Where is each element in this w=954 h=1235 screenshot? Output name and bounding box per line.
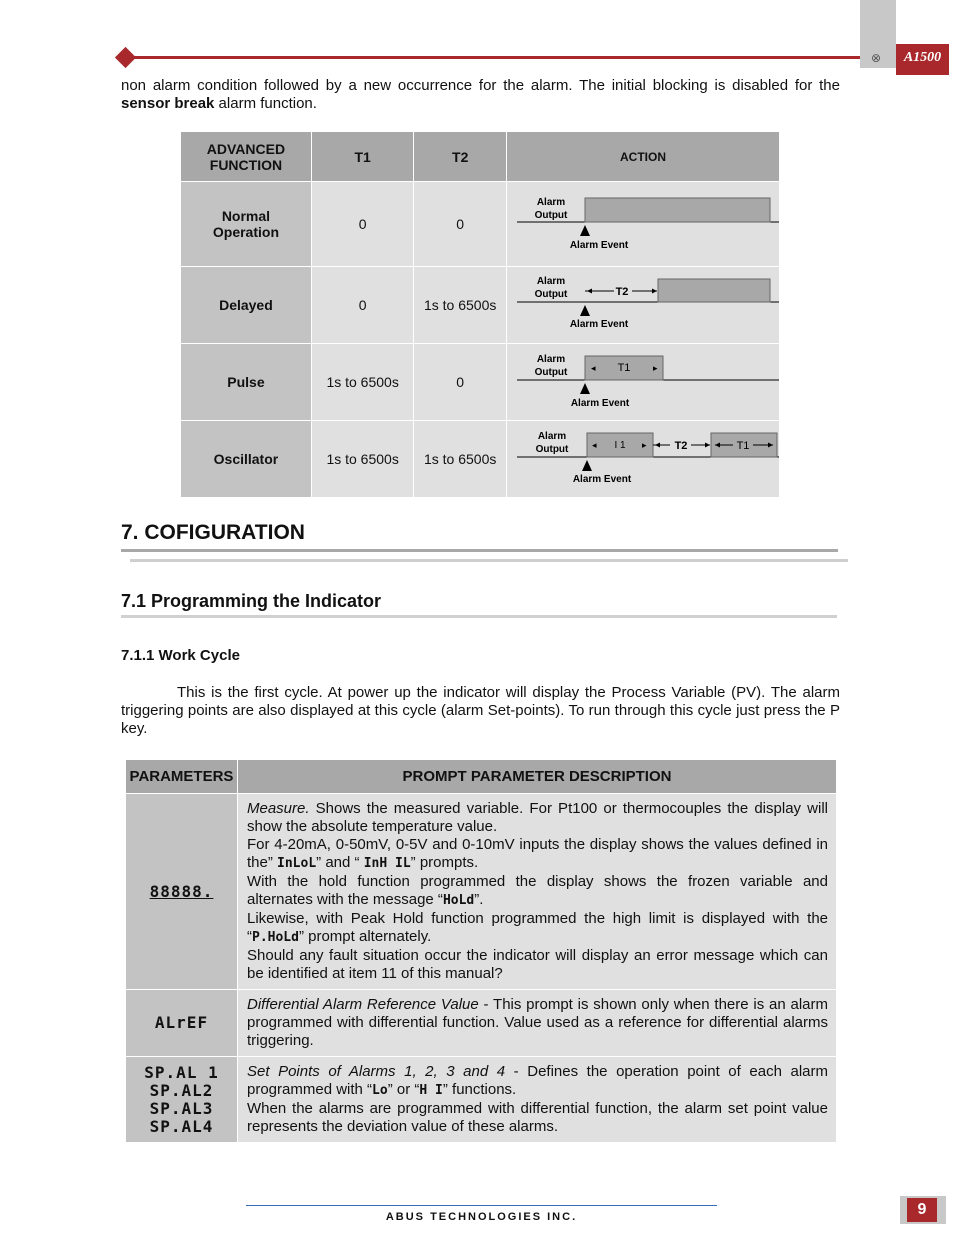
desc-text: - Defines the operation point of each alarm programmed with “: [247, 1063, 828, 1098]
desc-text: For 4-20mA, 0-50mV, 0-5V and 0-10mV inputs the display shows the values defined in the”: [247, 836, 828, 871]
product-badge: A1500: [896, 44, 949, 75]
timing-diagram: [507, 182, 779, 266]
prompt-cell: [126, 794, 238, 990]
function-cell: Normal Operation: [181, 182, 312, 267]
table-row: [181, 344, 780, 421]
prompt-display: SP.AL 1: [144, 1062, 219, 1082]
prompt-inline: HoLd: [442, 893, 475, 908]
col-header-function: ADVANCED FUNCTION: [181, 132, 312, 182]
footer-rule: [246, 1205, 717, 1206]
timing-diagram: [507, 344, 779, 420]
diagram-event-label: Alarm Event: [570, 398, 630, 409]
prompt-display: SP.AL2: [149, 1080, 214, 1100]
table-row: [181, 182, 780, 267]
function-cell: Oscillator: [181, 421, 312, 498]
prompt-cell: [126, 990, 238, 1057]
parameter-table: [125, 759, 837, 1143]
t2-cell: 1s to 6500s: [414, 421, 507, 498]
intro-text-2: alarm function.: [214, 95, 317, 112]
desc-text: Should any fault situation occur the indicator will display an error message which can be identified at item 11 of this manual?: [247, 947, 828, 982]
desc-text: ” or “: [387, 1081, 420, 1098]
diagram-output-label-1: Alarm: [536, 276, 566, 287]
description-cell: [238, 794, 837, 990]
table-row: [126, 1057, 837, 1143]
col-header-t1: T1: [311, 132, 414, 182]
intro-bold: sensor break: [121, 95, 215, 112]
description-cell: [238, 990, 837, 1057]
subsection-rule: [121, 615, 837, 618]
table-row: [181, 421, 780, 498]
prompt-display: SP.AL4: [149, 1116, 214, 1136]
diagram-event-label: Alarm Event: [569, 319, 629, 330]
description-cell: [238, 1057, 837, 1143]
desc-text: Shows the measured variable. For Pt100 or thermocouples the display will show the absolute temperature value.: [247, 800, 828, 835]
svg-text:▸: ▸: [652, 363, 658, 373]
section-rule: [121, 549, 838, 552]
diagram-output-label-1: Alarm: [536, 354, 566, 365]
section-7-title: 7. COFIGURATION: [121, 521, 305, 544]
section-7-1-1-title: 7.1.1 Work Cycle: [121, 647, 240, 664]
diagram-event-label: Alarm Event: [572, 474, 632, 485]
desc-italic: Differential Alarm Reference Value: [247, 996, 479, 1013]
action-diagram-pulse: [506, 344, 779, 421]
t2-cell: 1s to 6500s: [414, 267, 507, 344]
desc-text: When the alarms are programmed with differential function, the alarm set point value represents the deviation value of these alarms.: [247, 1100, 828, 1135]
desc-text: Likewise, with Peak Hold function programmed the high limit is displayed with the “: [247, 910, 828, 945]
t1-cell: 0: [311, 267, 414, 344]
action-diagram-normal: [506, 182, 779, 267]
desc-text: ” and “: [316, 854, 364, 871]
diagram-output-label-1: Alarm: [536, 197, 566, 208]
section-rule-shadow: [130, 559, 848, 562]
table-row: [181, 267, 780, 344]
col-header-t2: T2: [414, 132, 507, 182]
prompt-display: ALrEF: [154, 1013, 209, 1032]
table-row: [126, 990, 837, 1057]
svg-text:◂: ◂: [590, 363, 596, 373]
diagram-output-label-1: Alarm: [537, 431, 567, 442]
function-cell: Delayed: [181, 267, 312, 344]
svg-text:▸: ▸: [641, 440, 647, 450]
t2-cell: 0: [414, 182, 507, 267]
desc-text: ”.: [474, 891, 484, 908]
table-header-row: [126, 760, 837, 794]
t1-cell: 0: [311, 182, 414, 267]
action-diagram-delayed: [506, 267, 779, 344]
t1-cell: 1s to 6500s: [311, 421, 414, 498]
function-cell: Pulse: [181, 344, 312, 421]
work-cycle-paragraph: This is the first cycle. At power up the indicator will display the Process Variable (PV). The alarm triggering points are also displayed at this cycle (alarm Set-points). To run through this cycle just press the P key.: [121, 684, 840, 737]
diagram-output-label-2: Output: [535, 444, 569, 455]
footer-company: ABUS TECHNOLOGIES INC.: [385, 1211, 578, 1223]
header-diamond: [115, 47, 136, 68]
prompt-inline: P.HoLd: [252, 930, 299, 945]
desc-text: ” functions.: [442, 1081, 517, 1098]
col-header-parameters: PARAMETERS: [126, 760, 238, 794]
prompt-inline: InLoL: [277, 856, 317, 871]
timing-diagram: [507, 421, 779, 497]
desc-text: ” prompt alternately.: [298, 928, 432, 945]
diagram-t1-label: T1: [736, 440, 750, 452]
desc-text: With the hold function programmed the display shows the frozen variable and alternates with the message “: [247, 873, 828, 908]
col-header-action: ACTION: [506, 132, 779, 182]
intro-text-1: non alarm condition followed by a new occurrence for the alarm. The initial blocking is disabled for the: [121, 77, 840, 94]
desc-italic: Set Points of Alarms 1, 2, 3 and 4: [247, 1063, 506, 1080]
diagram-output-label-2: Output: [534, 367, 568, 378]
header-rule: [124, 56, 864, 59]
section-7-1-title: 7.1 Programming the Indicator: [121, 591, 382, 611]
diagram-t2-label: T2: [674, 440, 688, 452]
header-target-icon: ⊗: [871, 51, 882, 65]
col-header-description: PROMPT PARAMETER DESCRIPTION: [238, 760, 837, 794]
page-number: 9: [907, 1198, 937, 1222]
desc-text: - This prompt is shown only when there is an alarm programmed with differential function. Value used as a reference for differential alarms triggering.: [247, 996, 829, 1049]
prompt-inline: H I: [419, 1083, 443, 1098]
intro-paragraph: [121, 77, 840, 113]
prompt-display: 88888.: [149, 881, 214, 901]
table-header-row: [181, 132, 780, 182]
t1-cell: 1s to 6500s: [311, 344, 414, 421]
t2-cell: 0: [414, 344, 507, 421]
diagram-t1-small-label: I 1: [614, 440, 626, 451]
table-row: [126, 794, 837, 990]
timing-diagram: [507, 267, 779, 343]
diagram-t2-label: T2: [615, 286, 629, 298]
prompt-cell: [126, 1057, 238, 1143]
prompt-inline: Lo: [372, 1083, 388, 1098]
diagram-t1-label: T1: [617, 362, 631, 374]
prompt-inline: InH IL: [363, 856, 411, 871]
action-diagram-oscillator: [506, 421, 779, 498]
prompt-display: SP.AL3: [149, 1098, 214, 1118]
diagram-event-label: Alarm Event: [569, 240, 629, 251]
svg-text:◂: ◂: [591, 440, 597, 450]
diagram-output-label-2: Output: [534, 210, 568, 221]
advanced-function-table: [180, 131, 780, 498]
desc-italic: Measure.: [247, 800, 310, 817]
desc-text: ” prompts.: [410, 854, 479, 871]
diagram-output-label-2: Output: [534, 289, 568, 300]
